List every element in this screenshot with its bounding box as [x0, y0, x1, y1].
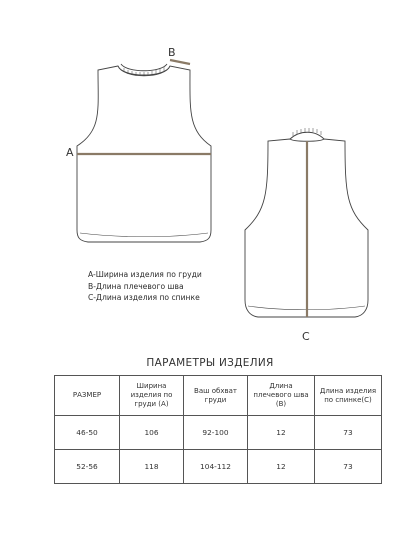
header-back-length: Длина изделия по спинке(C)	[315, 376, 382, 416]
cell-back-length: 73	[315, 450, 382, 484]
cell-back-length: 73	[315, 416, 382, 450]
cell-chest-girth: 104-112	[184, 450, 248, 484]
table-row	[55, 450, 382, 484]
legend-item-c: C-Длина изделия по спинке	[88, 293, 200, 302]
header-shoulder-length: Длина плечевого шва (B)	[248, 376, 315, 416]
marker-a: A	[66, 146, 74, 159]
table-row	[55, 416, 382, 450]
table-header-row	[55, 376, 382, 416]
cell-shoulder-length: 12	[248, 450, 315, 484]
header-size: РАЗМЕР	[55, 376, 120, 416]
legend-item-b: B-Длина плечевого шва	[88, 281, 184, 291]
header-chest-girth: Ваш обхват груди	[184, 376, 248, 416]
cell-size: 52-56	[55, 450, 120, 484]
marker-c: C	[302, 330, 310, 343]
cell-chest-width: 118	[120, 450, 184, 484]
measurement-legend	[88, 269, 202, 304]
cell-chest-width: 106	[120, 416, 184, 450]
marker-b: B	[168, 46, 176, 59]
cell-size: 46-50	[55, 416, 120, 450]
size-parameters-table	[54, 375, 382, 484]
table-title: ПАРАМЕТРЫ ИЗДЕЛИЯ	[146, 357, 274, 369]
legend-item-a: A-Ширина изделия по груди	[88, 270, 202, 279]
cell-shoulder-length: 12	[248, 416, 315, 450]
cell-chest-girth: 92-100	[184, 416, 248, 450]
measure-line-b	[170, 60, 190, 64]
header-chest-width: Ширина изделия по груди (А)	[120, 376, 184, 416]
